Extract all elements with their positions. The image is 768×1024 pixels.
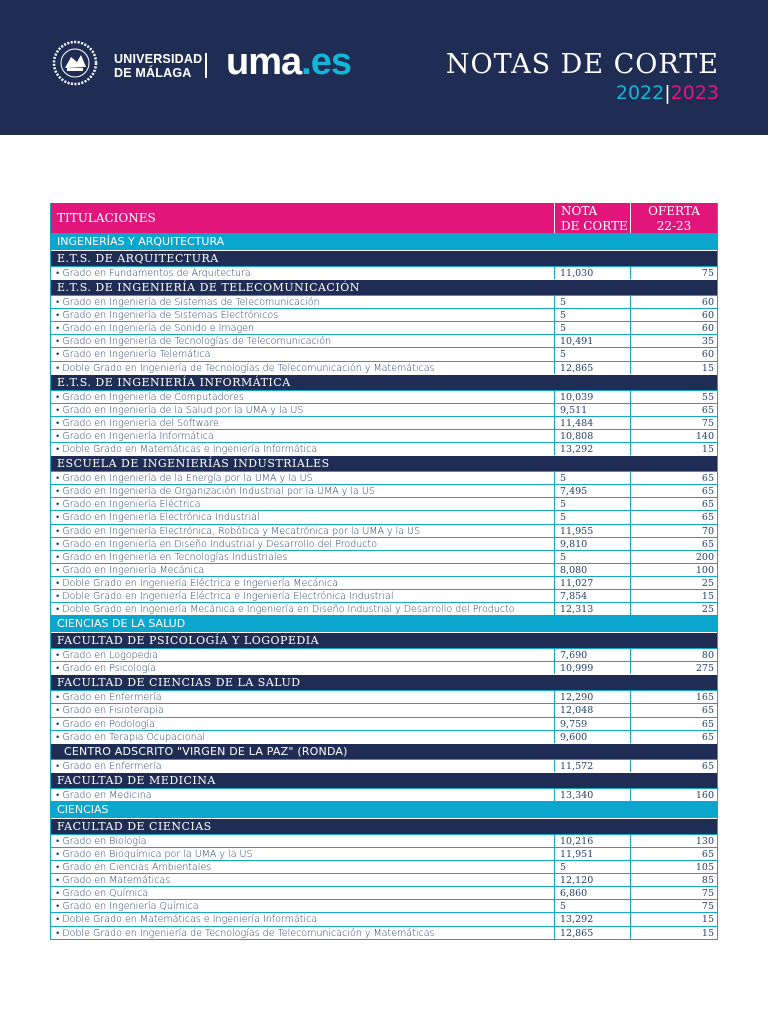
table-row	[51, 847, 717, 860]
places-offered: 65	[630, 472, 717, 484]
cutoff-grade: 7,495	[554, 485, 630, 497]
cutoff-grade: 10,999	[554, 662, 630, 674]
area-heading: INGENERÍAS Y ARQUITECTURA	[51, 233, 717, 250]
places-offered: 130	[630, 835, 717, 847]
university-name-line2: DE MÁLAGA	[114, 66, 192, 80]
cutoff-grade: 11,955	[554, 525, 630, 537]
degree-name: • Doble Grado en Ingeniería Mecánica e Ingeniería en Diseño Industrial y Desarrollo del Producto	[56, 604, 515, 616]
school-heading: E.T.S. DE INGENIERÍA DE TELECOMUNICACIÓN	[51, 279, 717, 295]
degree-name: • Doble Grado en Matemáticas e Ingeniería Informática	[56, 444, 318, 456]
places-offered: 60	[630, 296, 717, 308]
degree-name: • Grado en Ingeniería de Computadores	[56, 391, 244, 403]
places-offered: 80	[630, 649, 717, 661]
degree-name: • Doble Grado en Ingeniería Eléctrica e Ingeniería Electrónica Industrial	[56, 590, 394, 602]
header-nota-line2: DE CORTE	[561, 219, 628, 233]
school-heading: E.T.S. DE INGENIERÍA INFORMÁTICA	[51, 374, 717, 390]
places-offered: 15	[630, 590, 717, 602]
degree-name: • Grado en Ingeniería Mecánica	[56, 564, 205, 576]
uma-logo	[226, 40, 351, 84]
table-row	[51, 321, 717, 334]
places-offered: 140	[630, 430, 717, 442]
header-titulaciones: TITULACIONES	[57, 211, 156, 225]
university-name	[114, 52, 202, 80]
uma-logo-text: uma	[226, 41, 302, 83]
places-offered: 60	[630, 348, 717, 360]
table-row	[51, 334, 717, 347]
cutoff-grade: 5	[554, 900, 630, 912]
degree-name: • Doble Grado en Ingeniería Eléctrica e Ingeniería Mecánica	[56, 577, 339, 589]
table-row	[51, 471, 717, 484]
degree-name: • Grado en Ingeniería en Tecnologías Industriales	[56, 551, 288, 563]
degree-name: • Grado en Podología	[56, 718, 155, 730]
table-row	[51, 589, 717, 602]
cutoff-grade: 5	[554, 498, 630, 510]
header-oferta-line1: OFERTA	[648, 204, 700, 218]
cutoff-grade: 9,810	[554, 538, 630, 550]
table-row	[51, 788, 717, 801]
cutoff-grade: 12,313	[554, 603, 630, 615]
degree-name: • Grado en Bioquímica por la UMA y la US	[56, 849, 253, 860]
degree-name: • Grado en Ingeniería del Software	[56, 417, 219, 429]
degree-name: • Grado en Ingeniería de la Energía por la UMA y la US	[56, 473, 313, 485]
cutoff-grade: 7,854	[554, 590, 630, 602]
table-header	[51, 203, 717, 233]
degree-name: • Grado en Ingeniería de Tecnologías de Telecomunicación	[56, 336, 332, 348]
header-oferta-line2: 22-23	[656, 219, 692, 233]
places-offered: 275	[630, 662, 717, 674]
table-row	[51, 926, 717, 939]
places-offered: 55	[630, 391, 717, 403]
degree-name: • Grado en Ingeniería Telemática	[56, 349, 211, 361]
degree-name: • Grado en Biología	[56, 835, 147, 847]
table-row	[51, 524, 717, 537]
table-row	[51, 576, 717, 589]
table-row	[51, 403, 717, 416]
places-offered: 65	[630, 538, 717, 550]
cutoff-grade: 11,027	[554, 577, 630, 589]
school-heading: E.T.S. DE ARQUITECTURA	[51, 250, 717, 266]
places-offered: 75	[630, 267, 717, 279]
table-row	[51, 497, 717, 510]
places-offered: 160	[630, 789, 717, 801]
degree-name: • Grado en Ciencias Ambientales	[56, 862, 212, 874]
cutoff-grade: 9,759	[554, 718, 630, 730]
places-offered: 65	[630, 760, 717, 772]
cutoff-grade: 7,690	[554, 649, 630, 661]
degree-name: • Grado en Química	[56, 888, 149, 900]
university-name-line1: UNIVERSIDAD	[114, 52, 203, 66]
table-row	[51, 886, 717, 899]
places-offered: 35	[630, 335, 717, 347]
degree-name: • Grado en Ingeniería de Sistemas Electrónicos	[56, 310, 279, 322]
places-offered: 65	[630, 848, 717, 860]
area-heading: CIENCIAS DE LA SALUD	[51, 615, 717, 632]
cutoff-grade: 6,860	[554, 887, 630, 899]
school-heading: FACULTAD DE PSICOLOGÍA Y LOGOPEDIA	[51, 632, 717, 648]
degree-name: • Grado en Terapia Ocupacional	[56, 731, 206, 743]
uma-logo-domain: .es	[301, 41, 351, 83]
places-offered: 65	[630, 718, 717, 730]
degree-name: • Grado en Medicina	[56, 789, 152, 801]
cutoff-grade: 5	[554, 861, 630, 873]
cutoff-grade: 13,292	[554, 913, 630, 925]
places-offered: 25	[630, 603, 717, 615]
table-row	[51, 834, 717, 847]
table-row	[51, 295, 717, 308]
year-start: 2022	[615, 82, 665, 104]
school-heading: FACULTAD DE MEDICINA	[51, 772, 717, 788]
places-offered: 100	[630, 564, 717, 576]
cutoff-grade: 13,292	[554, 443, 630, 455]
table-row	[51, 266, 717, 279]
year-end: 2023	[670, 82, 719, 104]
cutoff-grade: 9,511	[554, 404, 630, 416]
places-offered: 65	[630, 731, 717, 743]
table-row	[51, 860, 717, 873]
table-row	[51, 759, 717, 772]
places-offered: 60	[630, 322, 717, 334]
header-oferta	[630, 203, 717, 233]
degree-name: • Grado en Ingeniería Informática	[56, 430, 214, 442]
cutoff-grade: 12,120	[554, 874, 630, 886]
degree-name: • Grado en Ingeniería Eléctrica	[56, 499, 201, 511]
cutoff-grade: 5	[554, 322, 630, 334]
cutoff-grade: 5	[554, 309, 630, 321]
school-heading: ESCUELA DE INGENIERÍAS INDUSTRIALES	[51, 455, 717, 471]
degree-name: • Grado en Ingeniería en Diseño Industrial y Desarrollo del Producto	[56, 538, 378, 550]
degree-name: • Grado en Ingeniería de Sistemas de Telecomunicación	[56, 297, 320, 309]
degree-name: • Grado en Logopedia	[56, 650, 158, 662]
table-row	[51, 873, 717, 886]
degree-name: • Grado en Fisioterapia	[56, 705, 164, 717]
table-row	[51, 361, 717, 374]
places-offered: 165	[630, 691, 717, 703]
degree-name: • Grado en Psicología	[56, 663, 156, 675]
degree-name: • Grado en Ingeniería de Sonido e Imagen	[56, 323, 255, 335]
cutoff-grade: 10,808	[554, 430, 630, 442]
school-heading: CENTRO ADSCRITO "VIRGEN DE LA PAZ" (RONDA)	[51, 743, 717, 759]
table-row	[51, 308, 717, 321]
school-heading: FACULTAD DE CIENCIAS	[51, 818, 717, 834]
table-row	[51, 390, 717, 403]
places-offered: 70	[630, 525, 717, 537]
cutoff-grade: 5	[554, 511, 630, 523]
header-nota-line1: NOTA	[561, 204, 598, 218]
places-offered: 15	[630, 443, 717, 455]
table-row	[51, 899, 717, 912]
cutoff-grade: 12,290	[554, 691, 630, 703]
degree-name: • Grado en Ingeniería de la Salud por la UMA y la US	[56, 404, 304, 416]
cutoff-grade: 11,572	[554, 760, 630, 772]
cutoff-grades-table	[50, 203, 718, 940]
table-row	[51, 912, 717, 925]
places-offered: 60	[630, 309, 717, 321]
table-row	[51, 416, 717, 429]
places-offered: 65	[630, 485, 717, 497]
table-row	[51, 661, 717, 674]
degree-name: • Doble Grado en Ingeniería de Tecnologías de Telecomunicación y Matemáticas	[56, 927, 435, 939]
logo-divider	[205, 53, 207, 78]
places-offered: 65	[630, 404, 717, 416]
header-nota-de-corte	[554, 203, 630, 233]
table-row	[51, 690, 717, 703]
page-title: NOTAS DE CORTE	[445, 49, 719, 80]
university-seal-icon	[47, 40, 103, 86]
places-offered: 85	[630, 874, 717, 886]
degree-name: • Grado en Enfermería	[56, 760, 162, 772]
cutoff-grade: 10,039	[554, 391, 630, 403]
cutoff-grade: 12,048	[554, 704, 630, 716]
cutoff-grade: 9,600	[554, 731, 630, 743]
table-row	[51, 550, 717, 563]
cutoff-grade: 11,951	[554, 848, 630, 860]
academic-years	[616, 82, 719, 104]
table-row	[51, 703, 717, 716]
cutoff-grade: 5	[554, 472, 630, 484]
cutoff-grade: 13,340	[554, 789, 630, 801]
table-row	[51, 730, 717, 743]
table-row	[51, 510, 717, 523]
degree-name: • Grado en Ingeniería Electrónica, Robótica y Mecatrónica por la UMA y la US	[56, 525, 421, 537]
school-heading: FACULTAD DE CIENCIAS DE LA SALUD	[51, 674, 717, 690]
year-separator: |	[664, 82, 671, 104]
table-body	[51, 233, 717, 939]
table-row	[51, 648, 717, 661]
cutoff-grade: 10,491	[554, 335, 630, 347]
page-header	[0, 0, 768, 135]
table-row	[51, 442, 717, 455]
places-offered: 65	[630, 704, 717, 716]
cutoff-grade: 5	[554, 551, 630, 563]
places-offered: 75	[630, 887, 717, 899]
degree-name: • Doble Grado en Matemáticas e Ingeniería Informática	[56, 914, 318, 926]
cutoff-grade: 8,080	[554, 564, 630, 576]
table-row	[51, 563, 717, 576]
places-offered: 15	[630, 927, 717, 939]
cutoff-grade: 11,030	[554, 267, 630, 279]
places-offered: 65	[630, 498, 717, 510]
places-offered: 200	[630, 551, 717, 563]
degree-name: • Grado en Ingeniería de Organización Industrial por la UMA y la US	[56, 486, 375, 498]
cutoff-grade: 11,484	[554, 417, 630, 429]
places-offered: 75	[630, 900, 717, 912]
degree-name: • Grado en Fundamentos de Arquitectura	[56, 268, 251, 279]
places-offered: 105	[630, 861, 717, 873]
cutoff-grade: 10,216	[554, 835, 630, 847]
table-row	[51, 537, 717, 550]
places-offered: 15	[630, 362, 717, 374]
table-row	[51, 429, 717, 442]
places-offered: 25	[630, 577, 717, 589]
area-heading: CIENCIAS	[51, 801, 717, 818]
cutoff-grade: 12,865	[554, 362, 630, 374]
degree-name: • Grado en Ingeniería Química	[56, 901, 199, 913]
degree-name: • Grado en Ingeniería Electrónica Industrial	[56, 512, 260, 524]
degree-name: • Grado en Enfermería	[56, 692, 162, 704]
places-offered: 15	[630, 913, 717, 925]
degree-name: • Doble Grado en Ingeniería de Tecnologías de Telecomunicación y Matemáticas	[56, 362, 435, 374]
cutoff-grade: 5	[554, 296, 630, 308]
table-row	[51, 717, 717, 730]
table-row	[51, 484, 717, 497]
table-row	[51, 347, 717, 360]
cutoff-grade: 12,865	[554, 927, 630, 939]
places-offered: 75	[630, 417, 717, 429]
degree-name: • Grado en Matemáticas	[56, 875, 171, 887]
table-row	[51, 602, 717, 615]
cutoff-grade: 5	[554, 348, 630, 360]
places-offered: 65	[630, 511, 717, 523]
